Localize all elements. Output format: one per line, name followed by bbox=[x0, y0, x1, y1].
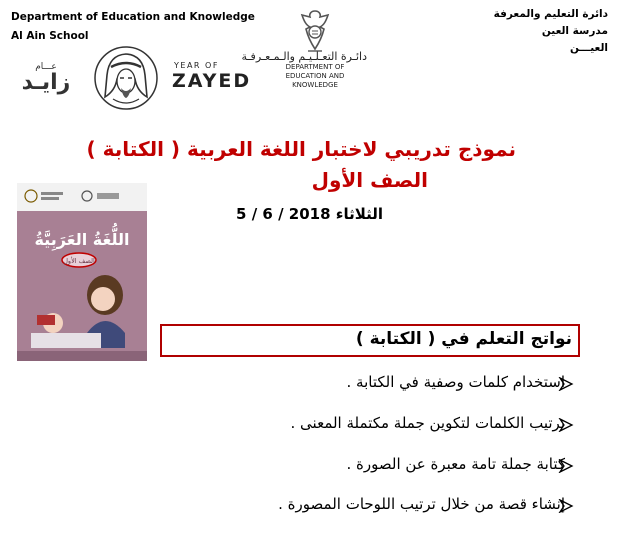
school-name-en: Al Ain School bbox=[11, 30, 89, 42]
zayed-portrait-icon bbox=[93, 45, 159, 111]
cover-subtitle: الصف الأول bbox=[63, 257, 95, 265]
outcome-item-3: كتابة جملة تامة معبرة عن الصورة . bbox=[346, 455, 565, 473]
cover-title: اللُّغَةُ العَرَبِيَّةُ bbox=[34, 230, 130, 249]
year-of-zayed-ar-big: زايـد bbox=[21, 70, 71, 95]
year-of-zayed-logo-ar bbox=[12, 62, 80, 94]
department-logo-ar: دائـرة التعـلـيـم والـمـعـرفـة bbox=[241, 50, 367, 63]
department-name-en: Department of Education and Knowledge bbox=[11, 11, 255, 23]
book-cover-image bbox=[17, 183, 147, 361]
exam-date: الثلاثاء 2018 / 6 / 5 bbox=[236, 205, 383, 223]
uae-emblem-icon bbox=[292, 7, 338, 55]
outcome-item-2: ترتيب الكلمات لتكوين جملة مكتملة المعنى . bbox=[290, 414, 565, 432]
year-of-label: YEAR OF bbox=[174, 61, 219, 70]
header-english bbox=[11, 8, 255, 46]
grade-label: الصف الأول bbox=[311, 168, 428, 192]
learning-outcomes-box bbox=[160, 324, 580, 357]
year-of-zayed-ar-small: عـــام bbox=[35, 62, 57, 72]
outcome-item-1: استخدام كلمات وصفية في الكتابة . bbox=[346, 373, 565, 391]
page-title: نموذج تدريبي لاختبار اللغة العربية ( الكتابة ) bbox=[86, 137, 516, 161]
department-logo-en: DEPARTMENT OF EDUCATION AND KNOWLEDGE bbox=[285, 63, 345, 89]
city-name-ar: العيـــن bbox=[570, 42, 608, 54]
learning-outcomes-heading: نواتج التعلم في ( الكتابة ) bbox=[355, 329, 572, 349]
header-arabic bbox=[494, 6, 608, 57]
zayed-label: ZAYED bbox=[172, 70, 252, 92]
department-name-ar: دائرة التعليم والمعرفة bbox=[493, 8, 608, 20]
outcome-item-4: إنشاء قصة من خلال ترتيب اللوحات المصورة . bbox=[278, 495, 565, 513]
school-name-ar: مدرسة العين bbox=[541, 25, 608, 37]
